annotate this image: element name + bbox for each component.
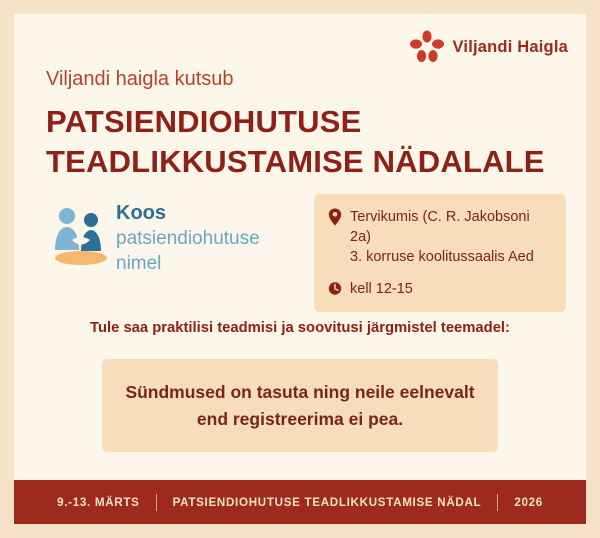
- time-row: [328, 279, 552, 299]
- flower-petals-icon: [410, 30, 444, 64]
- brand-lockup: [410, 30, 568, 64]
- location-line-2: 3. korruse koolitussaalis Aed: [350, 249, 534, 265]
- headline-line-2: TEADLIKKUSTAMISE NÄDALALE: [46, 143, 545, 179]
- campaign-logo-line-1: Koos: [116, 202, 166, 224]
- campaign-logo-line-2: patsiendiohutuse: [116, 228, 260, 250]
- notice-line-1: Sündmused on tasuta ning neile eelnevalt: [125, 382, 475, 402]
- footer-divider-2: [497, 494, 498, 511]
- headline-line-1: PATSIENDIOHUTUSE: [46, 104, 362, 139]
- footer-title: PATSIENDIOHUTUSE TEADLIKKUSTAMISE NÄDAL: [172, 495, 482, 509]
- page-title: [46, 102, 566, 181]
- map-pin-icon: [328, 208, 342, 226]
- section-subhead: Tule saa praktilisi teadmisi ja soovitusi järgmistel teemadel:: [90, 320, 510, 336]
- time-text: kell 12-15: [350, 281, 413, 297]
- campaign-logo-text: [116, 200, 260, 277]
- location-row: [328, 207, 552, 267]
- location-line-1: Tervikumis (C. R. Jakobsoni 2a): [350, 209, 530, 245]
- free-entry-notice: [102, 359, 498, 452]
- campaign-logo: [50, 200, 280, 286]
- poster-inner-panel: [14, 14, 586, 524]
- notice-line-2: end registreerima ei pea.: [196, 408, 404, 429]
- footer-bar: [14, 480, 586, 524]
- kicker-text: Viljandi haigla kutsub: [46, 68, 234, 90]
- campaign-logo-line-3: nimel: [116, 253, 162, 275]
- footer-year: 2026: [514, 495, 543, 509]
- brand-name: Viljandi Haigla: [452, 37, 568, 56]
- event-details-box: [314, 194, 566, 312]
- location-text: [350, 207, 552, 267]
- two-people-care-icon: [50, 204, 112, 268]
- footer-dates: 9.-13. MÄRTS: [57, 495, 140, 509]
- footer-divider-1: [156, 494, 157, 511]
- clock-icon: [328, 280, 342, 298]
